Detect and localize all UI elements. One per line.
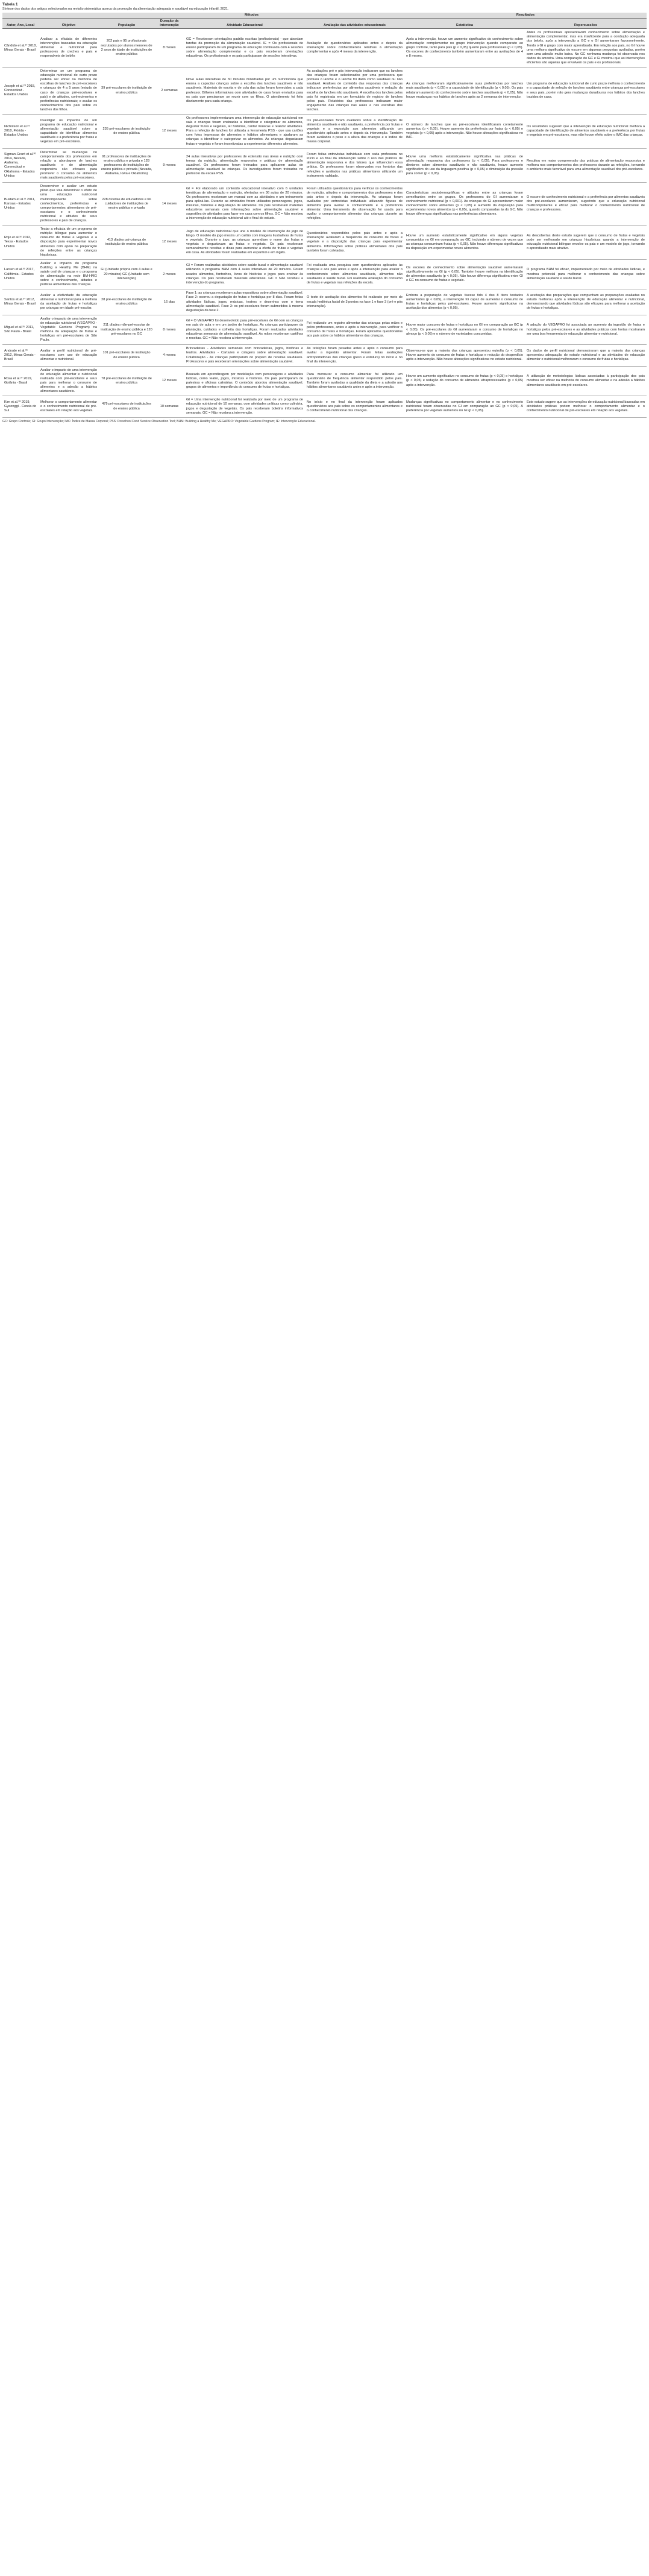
- duration-cell: 12 meses: [154, 226, 184, 260]
- objective-cell: Avaliar o impacto do programa Building a Healthy Me (BHM) na saúde oral de crianças e o programa de alimentação na rede BM-HMG sobre o conhecimento, atitudes e práticas alimentares das crianças.: [39, 259, 99, 289]
- column-header: Avaliação das atividades educacionais: [305, 19, 404, 29]
- population-cell: 479 pré-escolares de instituições de ensino pública: [99, 396, 154, 417]
- duration-cell: 16 dias: [154, 289, 184, 315]
- activity-cell: Fase 1: as crianças receberam aulas expositivas sobre alimentação saudável. Fase 2: ocorreu a degustação de frutas e hortaliças por 8 dias. Foram feitas atividades lúdicas, jogos, músicas, teatros e desenhos com o tema alimentação saudável. Fase 3: os pré-escolares foram submetidos à mesma degustação da fase 2.: [184, 289, 305, 315]
- author-cell: Sigman-Grant et al.³⁰ 2014, Nevada, Alabama, Connecticut e Oklahoma - Estados Unidos: [2, 148, 39, 183]
- activity-cell: 24 aulas interativas por professores de extensão nas áreas e nutrição com temas da nutrição, alimentação responsiva e práticas de alimentação saudável. Os professores foram treinados para aplicarem aulas de alimentação saudável às crianças. Os investigadores foram treinados no protocolo da escala PSS.: [184, 148, 305, 183]
- activity-cell: GI = Foram realizadas atividades sobre saúde bucal e alimentação saudável utilizando o programa BHM com 4 aulas interativas de 20 minutos. Foram usados alimentos, fantoches, livros de histórias e jogos para ensinar às crianças. Os pais receberam materiais educativos. GC = Não recebeu a intervenção do programa.: [184, 259, 305, 289]
- repercussions-cell: Antes os profissionais apresentavam conhecimento sobre alimentação e alimentação complementar, mas era insuficiente para a condução adequada dos bebês, após a intervenção a GC e o GI aumentaram favoravelmente. Tendo o GI o grupo com maior aprendizado. Em relação aos pais, no GI houve uma melhora significativa do escore em algumas perguntas avaliadas, porém sem uma adesão muito baixa. No GC nenhuma mudança foi observada nos dados da amostra. Uma comparação do GC e GI mostrou que as intervenções eficientes são aquelas que envolvem os pais e os profissionais.: [525, 29, 647, 68]
- objective-cell: Avaliar a efetividade da educação alimentar e nutricional para a melhora da aceitação de frutas e hortaliças por crianças em idade pré-escolar.: [39, 289, 99, 315]
- objective-cell: Desenvolver e avaliar um estudo piloto que visa determinar o efeito de uma educação nutricional multicomponente sobre conhecimentos, preferências e comportamentos alimentares de pré-escolares e o conhecimento nutricional e atitudes de seus professores e pais de crianças.: [39, 183, 99, 226]
- objective-cell: Avaliar o impacto de uma intervenção de educação alimentar e nutricional realizada com pré-escolares e seus pais para melhorar o consumo de alimentos e a adesão a hábitos alimentares saudáveis.: [39, 366, 99, 396]
- column-header: Objetivo: [39, 19, 99, 29]
- population-cell: 228 dúvidas de educadores e 66 cuidadores de instituições de ensino pública e privada: [99, 183, 154, 226]
- author-cell: Bustam et al.³¹ 2011, Kansas - Estados Unidos: [2, 183, 39, 226]
- population-cell: 39 pré-escolares de instituição de ensino pública: [99, 68, 154, 115]
- population-cell: 202 pais e 95 profissionais recrutados por alunos menores de 2 anos de idade de instituições de ensino pública: [99, 29, 154, 68]
- evaluation-cell: Foi realizada uma pesquisa com questionários aplicados às crianças e aos pais antes e após a intervenção para avaliar o conhecimento sobre alimentos saudáveis, alimentos não saudáveis e saúde bucal. Foi realizada avaliação do consumo de frutas e vegetais nas refeições da escola.: [305, 259, 404, 289]
- author-cell: Miguel et al.³⁵ 2011, São Paulo - Brasil: [2, 315, 39, 345]
- table-row: [2, 366, 647, 396]
- results-group-header: Resultados: [404, 13, 647, 19]
- author-cell: Larsen et al.³³ 2017, Califórnia - Estados Unidos: [2, 259, 39, 289]
- duration-cell: 9 meses: [154, 148, 184, 183]
- header-spacer: [39, 13, 99, 19]
- table-row: [2, 259, 647, 289]
- duration-cell: 12 meses: [154, 114, 184, 148]
- objective-cell: Investigar os impactos de um programa de educação nutricional e alimentação saudável sobre a capacidade de identificar alimentos saudáveis e a preferência por frutas e vegetais em pré-escolares.: [39, 114, 99, 148]
- table-row: [2, 183, 647, 226]
- table-row: [2, 148, 647, 183]
- activity-cell: GC = Receberam orientações padrão escritas (profissionais) - que abordam tarefas da promoção da alimentação saudável. IE = Os profissionais de ensino participaram de um programa de educação continuada com 4 sessões sobre alimentação complementar e os pais receberam orientações educativas. Os profissionais e os pais participaram de sessões interativas.: [184, 29, 305, 68]
- repercussions-cell: Este estudo sugere que as intervenções de educação nutricional baseadas em atividades práticas podem melhorar o comportamento alimentar e o conhecimento nutricional de pré-escolares em relação aos vegetais.: [525, 396, 647, 417]
- repercussions-cell: O programa BHM foi eficaz, implementado por meio de atividades lúdicas, e mostrou potencial para melhorar o conhecimento das crianças sobre alimentação saudável e saúde bucal.: [525, 259, 647, 289]
- duration-cell: 10 semanas: [154, 396, 184, 417]
- objective-cell: Avaliar o perfil nutricional de pré-escolares com uso de educação alimentar e nutricional.: [39, 345, 99, 366]
- objective-cell: Determinar se um programa de educação nutricional de curto prazo poderia ser eficaz na melhoria de escolhas de lanches de pré-escolares e crianças de 4 a 5 anos (estudo de caso de crianças pré-escolares e pais) e de atitudes, conhecimentos e preferências nutricionais; e avaliar os conhecimentos dos pais sobre os lanches dos filhos.: [39, 68, 99, 115]
- author-cell: Andrade et al.³⁶ 2012, Minas Gerais - Brasil: [2, 345, 39, 366]
- evaluation-cell: Foram feitas entrevistas individuais com cada professora no início e ao final da intervenção sobre o uso das práticas de alimentação responsiva e dos fatores que influenciam essa prática. Os professores foram observados nos horários das refeições e avaliados nas práticas alimentares utilizando um instrumento validado.: [305, 148, 404, 183]
- column-header-row: [2, 19, 647, 29]
- evaluation-cell: Questionários respondidos pelos pais antes e após a intervenção avaliaram a frequência de consumo de frutas e vegetais e a disposição das crianças para experimentar alimentos. Informações sobre práticas alimentares dos pais também foram coletadas.: [305, 226, 404, 260]
- table-body: [2, 29, 647, 417]
- evaluation-cell: As refeições foram pesadas antes e após o consumo para avaliar a ingestão alimentar. Foram feitas avaliações antropométricas das crianças (peso e estatura) no início e no final da intervenção.: [305, 345, 404, 366]
- evaluation-cell: Foi realizado um registro alimentar das crianças pelas mães e pelos professores, antes e após a intervenção, para verificar o consumo de frutas e hortaliças. Foram aplicados questionários aos pais sobre os hábitos alimentares das crianças.: [305, 315, 404, 345]
- table-row: [2, 289, 647, 315]
- header-spacer: [2, 13, 39, 19]
- population-cell: 413 díades pai-criança de instituição de ensino pública: [99, 226, 154, 260]
- column-header: Estatística: [404, 19, 525, 29]
- table-row: [2, 315, 647, 345]
- column-header: Duração da intervenção: [154, 19, 184, 29]
- author-cell: Kim et al.³⁸ 2019, Gyeonggi - Coreia do Sul: [2, 396, 39, 417]
- table-row: [2, 345, 647, 366]
- duration-cell: 8 meses: [154, 29, 184, 68]
- objective-cell: Avaliar o impacto de uma intervenção de educação nutricional (VEGAPRO - Vegetable Gardens Program) na melhoria da adequação de frutas e hortaliças em pré-escolares de São Paulo.: [39, 315, 99, 345]
- summary-table: [2, 13, 647, 418]
- table-row: [2, 29, 647, 68]
- evaluation-cell: Para mensurar o consumo alimentar foi utilizado um questionário de frequência alimentar respondido pelos pais. Também foram avaliadas a qualidade da dieta e a adesão aos hábitos alimentares saudáveis antes e após a intervenção.: [305, 366, 404, 396]
- statistics-cell: Os escores de conhecimento sobre alimentação saudável aumentaram significativamente no GI (p < 0,05). Também houve melhora na identificação de alimentos saudáveis (p < 0,05). Não houve diferença significativa entre GI e GC no consumo de frutas e vegetais.: [404, 259, 525, 289]
- evaluation-cell: Foram utilizados questionários para verificar os conhecimentos de nutrição, atitudes e comportamentos dos professores e dos pais antes e depois da intervenção. As crianças foram avaliadas por entrevistas individuais utilizando figuras de alimentos para avaliar o conhecimento e a preferência alimentar. Uma ferramenta de observação foi usada para avaliar o comportamento alimentar das crianças durante as refeições.: [305, 183, 404, 226]
- activity-cell: GI = Uma intervenção nutricional foi realizada por meio de um programa de educação nutricional de 10 semanas, com atividades práticas como culinária, jogos e degustação de vegetais. Os pais receberam boletins informativos semanais. GC = Não recebeu a intervenção.: [184, 396, 305, 417]
- duration-cell: 12 meses: [154, 366, 184, 396]
- population-cell: 78 pré-escolares de instituição de ensino pública: [99, 366, 154, 396]
- statistics-cell: As crianças melhoraram significativamente suas preferências por lanches mais saudáveis (p < 0,05) e a capacidade de identificação (p < 0,05). Os pais relataram aumento do conhecimento sobre lanches saudáveis (p < 0,05). Não houve mudanças nos hábitos de lanches após as 2 semanas de intervenção.: [404, 68, 525, 115]
- repercussions-cell: A utilização de metodologias lúdicas associadas à participação dos pais mostrou ser eficaz na melhoria do consumo alimentar e na adesão a hábitos alimentares saudáveis em pré-escolares.: [525, 366, 647, 396]
- author-cell: Rojo et al.³² 2012, Texas - Estados Unidos: [2, 226, 39, 260]
- statistics-cell: Mudanças significativas no comportamento alimentar e no conhecimento nutricional foram observadas no GI em comparação ao GC (p < 0,05). A preferência por vegetais aumentou no GI (p < 0,05).: [404, 396, 525, 417]
- statistics-cell: Após a intervenção, houve um aumento significativo do conhecimento sobre alimentação complementar no grupo intervenção quando comparado ao grupo controle, tanto para pais (p < 0,05) quanto para profissionais (p < 0,05). Os escores de conhecimento também aumentaram entre as avaliações de 4 e 8 meses.: [404, 29, 525, 68]
- repercussions-cell: Resultou em maior compreensão das práticas de alimentação responsiva e melhora nos comportamentos dos professores durante as refeições, tornando o ambiente mais favorável para uma alimentação saudável dos pré-escolares.: [525, 148, 647, 183]
- evaluation-cell: O teste de aceitação dos alimentos foi realizado por meio de escala hedônica facial de 3 pontos na fase 1 e fase 3 (pré e pós intervenção).: [305, 289, 404, 315]
- duration-cell: 2 semanas: [154, 68, 184, 115]
- table-footnote: GC: Grupo Controle; GI: Grupo Intervenção; IMC: Índice de Massa Corporal; PSS: Preschool Food Service Observation Tool; BHM: Building a Healthy Me; VEGAPRO: Vegetable Gardens Program; IE: Intervenção Educacional.: [2, 419, 316, 423]
- evaluation-cell: Os pré-escolares foram avaliados sobre a identificação de alimentos saudáveis e não saudáveis, a preferência por frutas e vegetais e a exposição aos alimentos utilizando um questionário aplicado antes e depois da intervenção. Também foram avaliados o peso e a altura das crianças e o índice de massa corporal.: [305, 114, 404, 148]
- statistics-cell: O número de lanches que os pré-escolares identificaram corretamente aumentou (p < 0,05). Houve aumento da preferência por frutas (p < 0,05) e vegetais (p < 0,05) após a intervenção. Não houve alterações significativas no IMC.: [404, 114, 525, 148]
- repercussions-cell: Um programa de educação nutricional de curto prazo melhora o conhecimento e a capacidade de seleção de lanches saudáveis entre crianças pré-escolares e seus pais, porém não gera mudanças duradouras nos hábitos dos lanches trazidos de casa.: [525, 68, 647, 115]
- column-header: Repercussões: [525, 19, 647, 29]
- column-header: Autor, Ano, Local: [2, 19, 39, 29]
- statistics-cell: Observou-se que a maioria das crianças apresentou eutrofia (p < 0,05). Houve aumento do consumo de frutas e hortaliças e redução do desperdício após a intervenção. Não houve alterações significativas no estado nutricional.: [404, 345, 525, 366]
- population-cell: 211 díades mãe-pré-escolar de instituição de ensino pública e 120 pré-escolares no GC: [99, 315, 154, 345]
- population-cell: 101 pré-escolares de instituição de ensino pública: [99, 345, 154, 366]
- table-row: [2, 396, 647, 417]
- statistics-cell: Houve uma melhoria estatisticamente significativa nas práticas de alimentação responsiva dos professores (p < 0,05). Para professores e diretores sobre alimentos saudáveis e não saudáveis, houve aumento significativo do uso da linguagem positiva (p < 0,05) e diminuição da pressão para comer (p < 0,05).: [404, 148, 525, 183]
- evaluation-cell: Avaliação de questionários aplicados antes e depois da intervenção sobre conhecimentos relativos à alimentação complementar e após 4 meses da intervenção.: [305, 29, 404, 68]
- table-title: Tabela 1: [2, 2, 18, 7]
- activity-cell: GI = O VEGAPRO foi desenvolvido para pré-escolares de GI com as crianças em sala de aula e em um jardim de hortaliças. As crianças participavam da plantação, cuidados e colheita das hortaliças. Foram realizadas atividades educativas semanais de alimentação saudável. As mães receberam cartilhas e receitas. GC = Não recebeu a intervenção.: [184, 315, 305, 345]
- statistics-cell: Houve um aumento estatisticamente significativo em alguns vegetais consumidos no GI em comparação ao GC, incluindo o número de vezes que as crianças consumiram frutas (p < 0,05). Não houve diferenças significativas na disposição em experimentar novos alimentos.: [404, 226, 525, 260]
- evaluation-cell: No início e no final da intervenção foram aplicados questionários aos pais sobre os comportamentos alimentares e o conhecimento nutricional das crianças.: [305, 396, 404, 417]
- duration-cell: 4 meses: [154, 345, 184, 366]
- activity-cell: GI = Foi elaborado um conteúdo educacional interativo com 6 unidades temáticas de alimentação e nutrição, ofertadas em 36 aulas de 20 minutos. Os professores receberam um manual com as atividades e um treinamento para aplicá-las. Durante as atividades foram utilizados personagens, jogos, músicas, histórias e degustação de alimentos. Os pais receberam materiais educativos semanais com informações sobre alimentação saudável e sugestões de atividades para fazer em casa com os filhos. GC = Não recebeu a intervenção de educação nutricional até o final do estudo.: [184, 183, 305, 226]
- column-header: Atividade Educacional: [184, 19, 305, 29]
- population-cell: GI (Unidade própria com 4 aulas e 20 minutos) GC (Unidade sem intervenção): [99, 259, 154, 289]
- column-header: População: [99, 19, 154, 29]
- duration-cell: 8 meses: [154, 315, 184, 345]
- repercussions-cell: A aceitação das preparações que compunham as preparações avaliadas no estudo melhorou após a intervenção de educação alimentar e nutricional, demonstrando que atividades lúdicas são eficazes para melhorar a aceitação de frutas e hortaliças.: [525, 289, 647, 315]
- activity-cell: Jogo de educação nutricional que une o modelo de intervenção de jogo de bingo. O modelo do jogo mostra um cartão com imagens ilustrativas de frutas e vegetais. Durante o jogo, as crianças aprendiam o nome das frutas e vegetais e degustavam as frutas e vegetais. Os pais receberam semanalmente receitas e dicas para aumentar a oferta de frutas e vegetais em casa. As atividades foram realizadas em espanhol e em inglês.: [184, 226, 305, 260]
- table-row: [2, 226, 647, 260]
- population-cell: 91 professores de instituições de ensino pública e privada e 128 professores de instituições de ensino pública e privada (Nevada, Alabama, Iowa e Oklahoma): [99, 148, 154, 183]
- population-cell: 28 pré-escolares de instituição de ensino pública: [99, 289, 154, 315]
- repercussions-cell: O escore de conhecimento nutricional e a preferência por alimentos saudáveis dos pré-escolares aumentaram, sugerindo que a educação nutricional multicomponente é eficaz para melhorar o conhecimento nutricional de crianças e professores.: [525, 183, 647, 226]
- objective-cell: Determinar se mudanças no comportamento dos professores em relação a abordagem de lanches saudáveis e de alimentação responsiva são eficazes para promover o consumo de alimentos mais saudáveis pelos pré-escolares.: [39, 148, 99, 183]
- author-cell: Joseph et al.²⁸ 2015, Connecticut - Estados Unidos: [2, 68, 39, 115]
- objective-cell: Melhorar o comportamento alimentar e o conhecimento nutricional de pré-escolares em relação aos vegetais.: [39, 396, 99, 417]
- activity-cell: Os professores implementaram uma intervenção de educação nutricional em sala e crianças foram ensinadas a identificar e categorizar os alimentos, degustar frutas e vegetais, ler histórias, cantar músicas e realizar atividades. Para a refeição de lanches foi utilizada a ferramenta PSS - que usa cartões com fotos impressas de alimentos e hábitos alimentares e ajudaram as crianças a identificar e categorizar os alimentos. As crianças degustaram frutas e vegetais e foram incentivadas a experimentar diferentes alimentos.: [184, 114, 305, 148]
- repercussions-cell: A adoção do VEGAPRO foi associada ao aumento da ingestão de frutas e hortaliças pelos pré-escolares e as atividades práticas com hortas mostraram ser uma boa ferramenta de educação alimentar e nutricional.: [525, 315, 647, 345]
- repercussions-cell: Os resultados sugerem que a intervenção de educação nutricional melhora a capacidade de identificação de alimentos saudáveis e a preferência por frutas e vegetais em pré-escolares, mas não houve efeito sobre o IMC das crianças.: [525, 114, 647, 148]
- statistics-cell: Houve um aumento significativo no consumo de frutas (p < 0,05) e hortaliças (p < 0,05) e redução do consumo de alimentos ultraprocessados (p < 0,05) após a intervenção.: [404, 366, 525, 396]
- activity-cell: Brincadeiras - Atividades semanais com brincadeiras, jogos, histórias e teatros. Atividades - Cartazes e colagens sobre alimentação saudável. Colaboração - As crianças participaram do preparo de receitas saudáveis. Professores e pais receberam orientações sobre alimentação saudável.: [184, 345, 305, 366]
- activity-cell: Nove aulas interativas de 30 minutos ministradas por um nutricionista que ensina a capacitar crianças sobre a escolha dos lanches saudáveis e não saudáveis. Materiais de escrita e de cola das aulas foram fornecidos a cada professor. Bilhetes informativos com atividades de casa foram enviados para os pais que precisavam se reunir com os filhos. O atendimento foi feito diariamente para cada criança.: [184, 68, 305, 115]
- objective-cell: Analisar a eficácia de diferentes intervenções baseadas na educação alimentar e nutricional para professores de creches e pais e responsáveis de bebês: [39, 29, 99, 68]
- author-cell: Nicholson et al.²⁹ 2018, Flórida - Estados Unidos: [2, 114, 39, 148]
- statistics-cell: Embora a preparação de vegetais tivesse tido 4 dos 8 itens testados aumentados (p < 0,05), a intervenção foi capaz de aumentar o consumo de frutas e hortaliças pelos pré-escolares. Houve aumento significativo na aceitação dos alimentos (p < 0,05).: [404, 289, 525, 315]
- table-row: [2, 114, 647, 148]
- statistics-cell: Houve maior consumo de frutas e hortaliças no GI em comparação ao GC (p < 0,05). Os pré-escolares do GI aumentaram o consumo de hortaliças no almoço (p < 0,05) e o número de variedades consumidas.: [404, 315, 525, 345]
- repercussions-cell: Os dados de perfil nutricional demonstraram que a maioria das crianças apresentou adequação do estado nutricional e as atividades de educação alimentar e nutricional melhoraram o consumo de frutas e hortaliças.: [525, 345, 647, 366]
- author-cell: Cândido et al.²⁷ 2018, Minas Gerais - Brasil: [2, 29, 39, 68]
- objective-cell: Testar a eficácia de um programa de nutrição bilíngue para aumentar o consumo de frutas e vegetais e a disposição para experimentar novos alimentos com apoio na preparação de refeições entre as crianças hispânicas.: [39, 226, 99, 260]
- duration-cell: 14 meses: [154, 183, 184, 226]
- activity-cell: Baseada em aprendizagem por modelação com personagens e atividades lúdicas, como teatro, jogos, músicas e histórias. Os pais participaram de palestras e oficinas culinárias. O conteúdo abordou alimentação saudável, grupos de alimentos e importância do consumo de frutas e hortaliças.: [184, 366, 305, 396]
- table-subtitle: Síntese dos dados dos artigos selecionados na revisão sistemática acerca da promoção da alimentação adequada e saudável na educação infantil, 2021.: [2, 7, 229, 11]
- group-header-row: [2, 13, 647, 19]
- statistics-cell: Características sociodemográficas e atitudes entre as crianças foram semelhantes entre os grupos. Os professores do GI aumentaram o conhecimento nutricional (p < 0,001). As crianças do GI apresentaram maior conhecimento sobre alimentos (p < 0,05) e aumento da disposição para experimentar novos alimentos (p < 0,05), quando comparadas às do GC. Não houve diferenças significativas nas preferências alimentares.: [404, 183, 525, 226]
- population-cell: 235 pré-escolares de instituição de ensino pública: [99, 114, 154, 148]
- author-cell: Santos et al.³⁴ 2012, Minas Gerais - Brasil: [2, 289, 39, 315]
- repercussions-cell: As descobertas deste estudo sugerem que o consumo de frutas e vegetais pode ser melhorado em crianças hispânicas quando a intervenção de educação nutricional bilíngue envolve os pais e um modelo de jogo, tornando o aprendizado mais atrativo.: [525, 226, 647, 260]
- evaluation-cell: As avaliações pré e pós intervenção indicaram que os lanches das crianças foram selecionados por uma professora que pontuou o lanche e o lanche foi dado como saudável ou não saudável. Análises de conteúdo das respostas das crianças indicaram preferências por alimentos saudáveis e redução da escolha de lanches não saudáveis. A escolha dos lanches pelos pais foi registrada em um formulário de registro de lanches pelos pais. Relatórios das professoras indicaram maior engajamento das crianças nas aulas e nas escolhas dos lanches.: [305, 68, 404, 115]
- methods-group-header: Métodos: [99, 13, 404, 19]
- table-row: [2, 68, 647, 115]
- author-cell: Rosa et al.³⁷ 2019, Goiânia - Brasil: [2, 366, 39, 396]
- duration-cell: 2 meses: [154, 259, 184, 289]
